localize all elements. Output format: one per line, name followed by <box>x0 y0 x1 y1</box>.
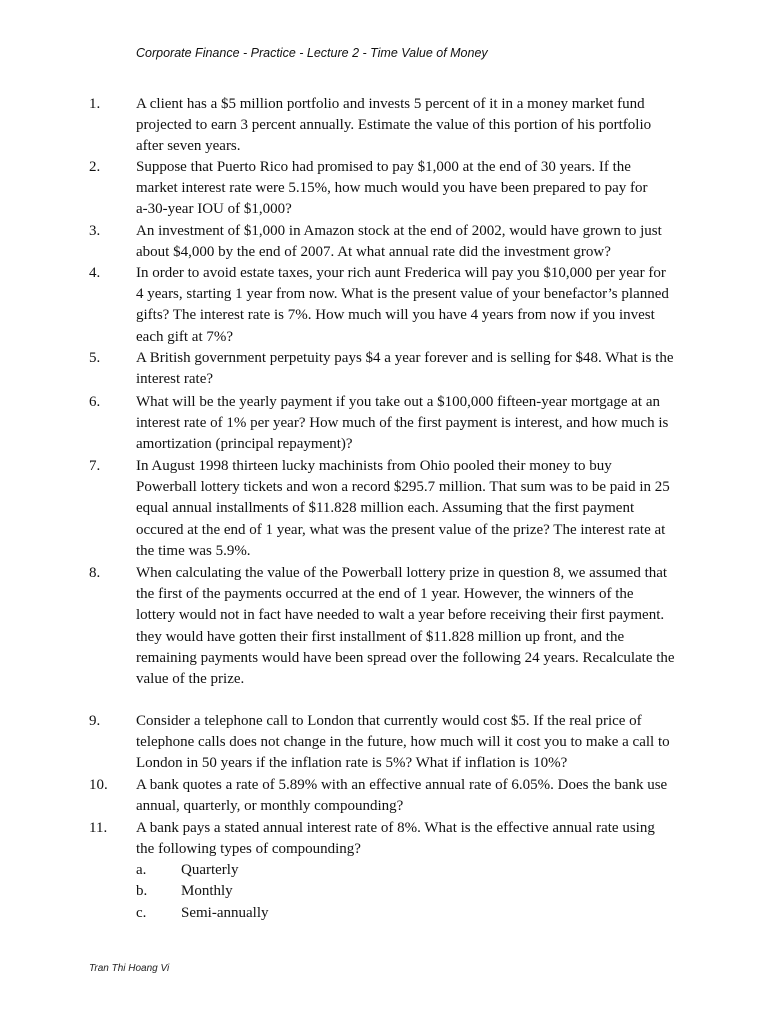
question-number: 11. <box>89 820 108 836</box>
question-line: When calculating the value of the Powerball lottery prize in question 8, we assumed that <box>136 565 668 581</box>
question-line: Powerball lottery tickets and won a record $295.7 million. That sum was to be paid in 25 <box>136 479 670 496</box>
question-number: 6. <box>89 394 101 410</box>
question-line: projected to earn 3 percent annually. Estimate the value of this portion of his portfolio <box>136 117 652 134</box>
question-line: gifts? The interest rate is 7%. How much will you have 4 years from now if you invest <box>136 307 655 324</box>
question-line: annual, quarterly, or monthly compounding? <box>136 798 404 815</box>
question-line: interest rate? <box>136 371 214 388</box>
question-line: market interest rate were 5.15%, how much would you have been prepared to pay for <box>136 180 648 197</box>
question-line: 4 years, starting 1 year from now. What is the present value of your benefactor’s planned <box>136 286 669 303</box>
question-line: Suppose that Puerto Rico had promised to pay $1,000 at the end of 30 years. If the <box>136 159 631 175</box>
question-line: What will be the yearly payment if you take out a $100,000 fifteen-year mortgage at an <box>136 394 660 410</box>
question-line: value of the prize. <box>136 671 245 688</box>
question-number: 3. <box>89 223 101 239</box>
question-line: A British government perpetuity pays $4 a year forever and is selling for $48. What is the <box>136 350 674 366</box>
question-number: 5. <box>89 350 101 366</box>
question-number: 8. <box>89 565 101 581</box>
question-text <box>136 775 681 817</box>
question-line: A bank quotes a rate of 5.89% with an effective annual rate of 6.05%. Does the bank use <box>136 777 668 793</box>
question-text <box>136 818 681 860</box>
question-number: 2. <box>89 159 101 175</box>
question-line: they would have gotten their first installment of $11.828 million up front, and the <box>136 628 625 645</box>
question-line: lottery would not in fact have needed to walt a year before receiving their first payment. <box>136 607 665 624</box>
sub-item-text: Quarterly <box>181 862 239 878</box>
question-line: A bank pays a stated annual interest rate of 8%. What is the effective annual rate using <box>136 820 655 836</box>
question-text <box>136 392 681 456</box>
question-line: In August 1998 thirteen lucky machinists from Ohio pooled their money to buy <box>136 458 612 474</box>
question-line: remaining payments would have been spread over the following 24 years. Recalculate the <box>136 649 675 666</box>
question-line: after seven years. <box>136 138 241 155</box>
sub-item-text: Semi-annually <box>181 905 269 921</box>
question-line: amortization (principal repayment)? <box>136 436 353 453</box>
question-number: 10. <box>89 777 108 793</box>
question-line: London in 50 years if the inflation rate is 5%? What if inflation is 10%? <box>136 755 568 772</box>
sub-item-letter: b. <box>136 883 148 899</box>
question-line: the following types of compounding? <box>136 841 361 858</box>
sub-item-letter: c. <box>136 905 147 921</box>
question-text <box>136 221 681 263</box>
question-text <box>136 348 681 390</box>
question-line: A client has a $5 million portfolio and invests 5 percent of it in a money market fund <box>136 96 645 112</box>
question-number: 1. <box>89 96 101 112</box>
question-number: 4. <box>89 265 101 281</box>
question-line: a-30-year IOU of $1,000? <box>136 201 292 218</box>
question-line: the time was 5.9%. <box>136 542 251 559</box>
question-line: interest rate of 1% per year? How much of the first payment is interest, and how much is <box>136 415 669 432</box>
sub-item-letter: a. <box>136 862 147 878</box>
question-text <box>136 263 681 348</box>
question-line: In order to avoid estate taxes, your rich aunt Frederica will pay you $10,000 per year for <box>136 265 666 281</box>
question-text <box>136 157 681 221</box>
question-line: occured at the end of 1 year, what was the present value of the prize? The interest rate at <box>136 521 666 538</box>
question-line: telephone calls does not change in the future, how much will it cost you to make a call to <box>136 734 670 751</box>
question-line: equal annual installments of $11.828 million each. Assuming that the first payment <box>136 500 635 517</box>
question-text <box>136 456 681 562</box>
question-text <box>136 94 681 158</box>
question-text <box>136 711 681 775</box>
question-line: about $4,000 by the end of 2007. At what annual rate did the investment grow? <box>136 244 611 261</box>
question-text <box>136 563 681 690</box>
sub-item-text: Monthly <box>181 883 233 899</box>
page-footer: Tran Thi Hoang Vi <box>89 963 170 974</box>
question-line: Consider a telephone call to London that currently would cost $5. If the real price of <box>136 713 642 729</box>
question-number: 7. <box>89 458 101 474</box>
question-line: each gift at 7%? <box>136 328 234 345</box>
page-header: Corporate Finance - Practice - Lecture 2 - Time Value of Money <box>136 46 488 60</box>
question-line: the first of the payments occurred at the end of 1 year. However, the winners of the <box>136 586 634 603</box>
question-line: An investment of $1,000 in Amazon stock at the end of 2002, would have grown to just <box>136 223 662 239</box>
question-number: 9. <box>89 713 101 729</box>
